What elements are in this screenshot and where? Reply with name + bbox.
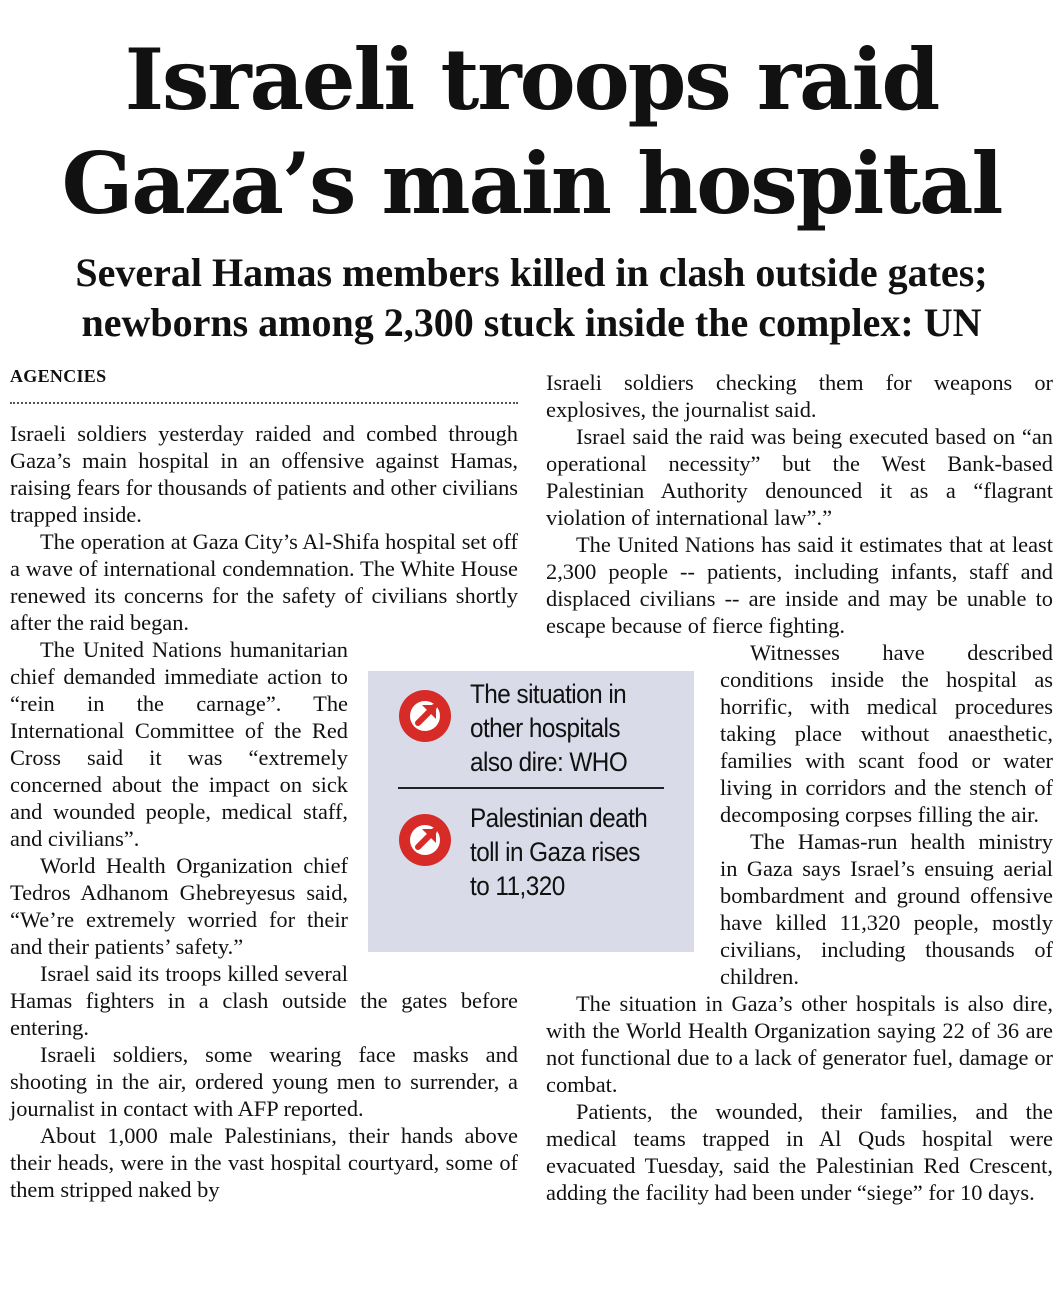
- paragraph: The United Nations humanitarian chief demanded immediate action to “rein in the carnage”. The International Committee of the Red Cross said it was “extremely concerned about the impact on sick and wounded people, medical staff, and civilians”.: [10, 637, 348, 851]
- callout-text: [470, 677, 659, 779]
- byline: AGENCIES: [10, 366, 107, 386]
- subheadline: [0, 248, 1063, 348]
- paragraph: World Health Organization chief Tedros Adhanom Ghebreyesus said, “We’re extremely worried for their and their patients’ safety.”: [10, 853, 348, 959]
- red-arrow-icon: [398, 813, 452, 867]
- callout-line: The situation in: [470, 679, 627, 709]
- paragraph: Israeli soldiers checking them for weapons or explosives, the journalist said.: [546, 370, 1053, 422]
- callout-text: [470, 801, 659, 903]
- highlights-callout-box: [368, 671, 694, 952]
- paragraph: Witnesses have described conditions inside the hospital as horrific, with medical procedures taking place without anaesthetic, families with scant food or water living in corridors and the stench of decomposing corpses filling the air.: [720, 640, 1053, 827]
- paragraph: Patients, the wounded, their families, and the medical teams trapped in Al Quds hospital were evacuated Tuesday, said the Palestinian Red Crescent, adding the facility had been under “siege” for 10 days.: [546, 1099, 1053, 1205]
- paragraph: The operation at Gaza City’s Al-Shifa hospital set off a wave of international condemnation. The White House renewed its concerns for the safety of civilians shortly after the raid began.: [10, 529, 518, 635]
- subheadline-line-2: newborns among 2,300 stuck inside the complex: UN: [81, 300, 982, 345]
- headline-line-2: Gaza’s main hospital: [61, 134, 1002, 233]
- paragraph: The Hamas-run health ministry in Gaza says Israel’s ensuing aerial bombardment and ground offensive have killed 11,320 people, mostly civilians, including thousands of children.: [720, 829, 1053, 989]
- paragraph: Israeli soldiers, some wearing face masks and shooting in the air, ordered young men to surrender, a journalist in contact with AFP reported.: [10, 1042, 518, 1121]
- callout-line: other hospitals: [470, 713, 620, 743]
- paragraph: The situation in Gaza’s other hospitals is also dire, with the World Health Organization saying 22 of 36 are not functional due to a lack of generator fuel, damage or combat.: [546, 991, 1053, 1097]
- red-arrow-icon: [398, 689, 452, 743]
- paragraph: Israel said its troops killed several Hamas fighters in a clash outside the gates before entering.: [10, 961, 518, 1040]
- callout-line: also dire: WHO: [470, 747, 628, 777]
- callout-line: toll in Gaza rises: [470, 837, 640, 867]
- callout-line: to 11,320: [470, 871, 565, 901]
- paragraph: Israeli soldiers yesterday raided and combed through Gaza’s main hospital in an offensive against Hamas, raising fears for thousands of patients and other civilians trapped inside.: [10, 421, 518, 527]
- callout-divider: [398, 787, 664, 789]
- paragraph: About 1,000 male Palestinians, their hands above their heads, were in the vast hospital courtyard, some of them stripped naked by: [10, 1123, 518, 1202]
- subheadline-line-1: Several Hamas members killed in clash outside gates;: [75, 250, 988, 295]
- paragraph: Israel said the raid was being executed based on “an operational necessity” but the West Bank-based Palestinian Authority denounced it as a “flagrant violation of international law”.”: [546, 424, 1053, 530]
- paragraph: The United Nations has said it estimates that at least 2,300 people -- patients, including infants, staff and displaced civilians -- are inside and may be unable to escape because of fierce fighting.: [546, 532, 1053, 638]
- headline-line-1: Israeli troops raid: [124, 30, 939, 129]
- headline: [0, 28, 1063, 236]
- byline-dotted-divider: [10, 402, 518, 404]
- callout-line: Palestinian death: [470, 803, 648, 833]
